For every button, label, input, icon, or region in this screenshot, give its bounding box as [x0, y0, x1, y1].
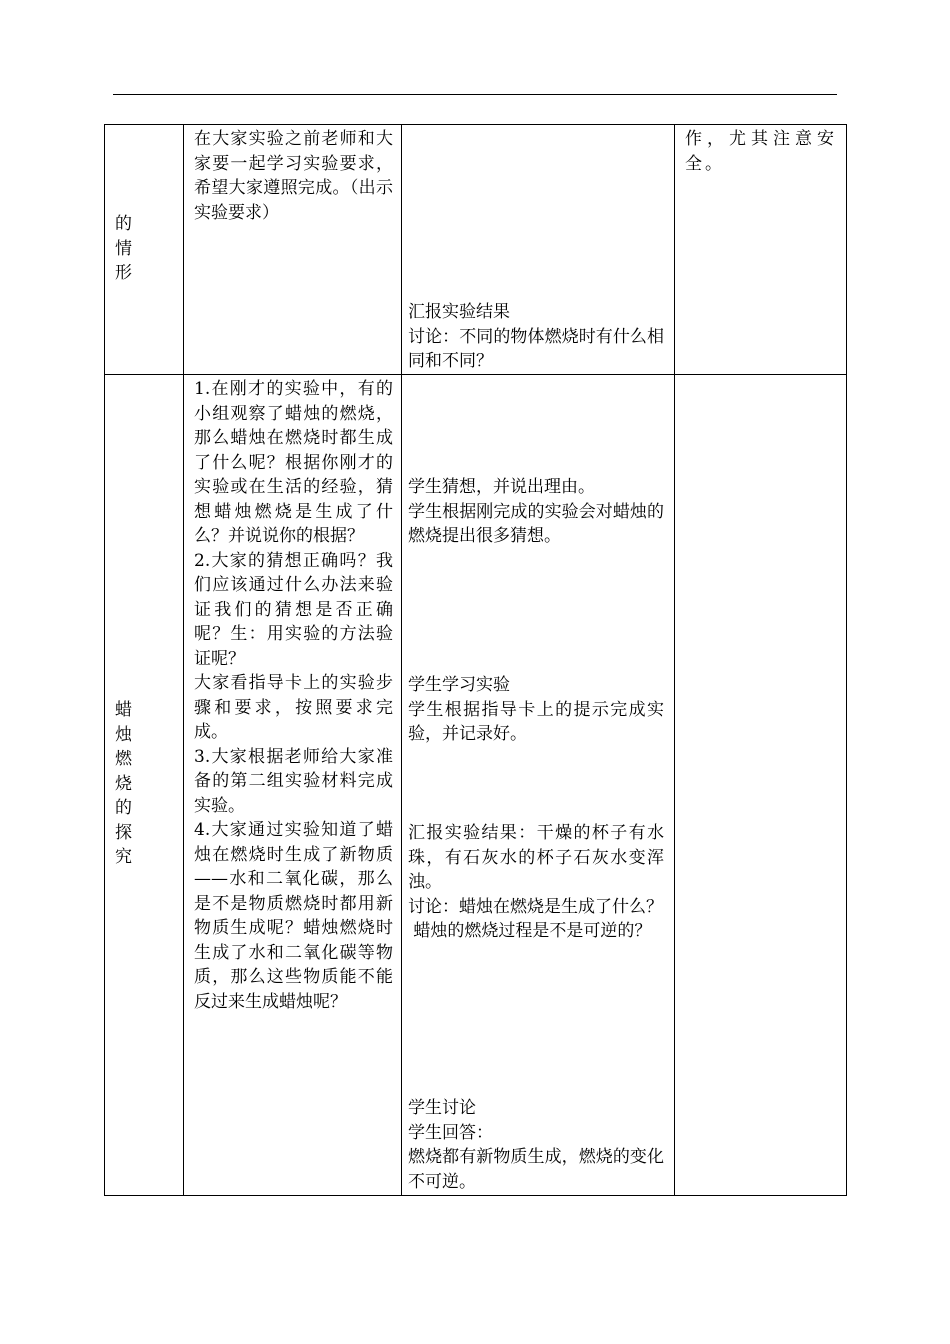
student-activity-block: 汇报实验结果 讨论：不同的物体燃烧时有什么相同和不同？ [408, 302, 664, 371]
teacher-step-2-note: 大家看指导卡上的实验步骤和要求，按照要求完成。 [194, 673, 393, 742]
student-activity-cell [402, 375, 675, 1196]
header-rule [113, 94, 837, 95]
student-activity-block-3: 汇报实验结果：干燥的杯子有水珠，有石灰水的杯子石灰水变浑浊。 讨论：蜡烛在燃烧是生成了什么？ 蜡烛的燃烧过程是不是可逆的？ [408, 823, 664, 941]
student-activity-block-1: 学生猜想，并说出理由。 学生根据刚完成的实验会对蜡烛的燃烧提出很多猜想。 [408, 477, 664, 546]
teacher-step-1: 1.在刚才的实验中，有的小组观察了蜡烛的燃烧，那么蜡烛在燃烧时都生成了什么呢？根据你刚才的实验或在生活的经验，猜想蜡烛燃烧是生成了什么？并说说你的根据？ [194, 379, 393, 546]
stage-label-cell [105, 375, 184, 1196]
table-row [105, 375, 847, 1196]
teacher-step-3: 3.大家根据老师给大家准备的第二组实验材料完成实验。 [194, 746, 393, 816]
teacher-step-4: 4.大家通过实验知道了蜡烛在燃烧时生成了新物质——水和二氧化碳，那么是不是物质燃烧时都用新物质生成呢？蜡烛燃烧时生成了水和二氧化碳等物质，那么这些物质能不能反过来生成蜡烛呢？ [194, 820, 393, 1012]
teacher-activity-cell [184, 375, 402, 1196]
design-note-cell [675, 125, 847, 375]
teacher-activity-text [194, 377, 393, 1014]
teacher-activity-text: 在大家实验之前老师和大家要一起学习实验要求，希望大家遵照完成。（出示实验要求） [194, 129, 393, 223]
student-activity-block-4: 学生讨论 学生回答： 燃烧都有新物质生成，燃烧的变化不可逆。 [408, 1098, 664, 1192]
lesson-plan-table [104, 124, 847, 1196]
table-row [105, 125, 847, 375]
teacher-activity-cell [184, 125, 402, 375]
student-activity-block-2: 学生学习实验 学生根据指导卡上的提示完成实验，并记录好。 [408, 675, 664, 744]
design-note-cell [675, 375, 847, 1196]
design-note-text: 作，尤其注意安全。 [685, 129, 837, 174]
teacher-step-2: 2.大家的猜想正确吗？我们应该通过什么办法来验证我们的猜想是否正确呢？生：用实验的方法验证呢？ [194, 550, 393, 669]
stage-label: 蜡 烛 燃 烧 的 探 究 [115, 700, 132, 867]
stage-label-cell [105, 125, 184, 375]
student-activity-cell [402, 125, 675, 375]
stage-label: 的 情 形 [115, 214, 132, 283]
